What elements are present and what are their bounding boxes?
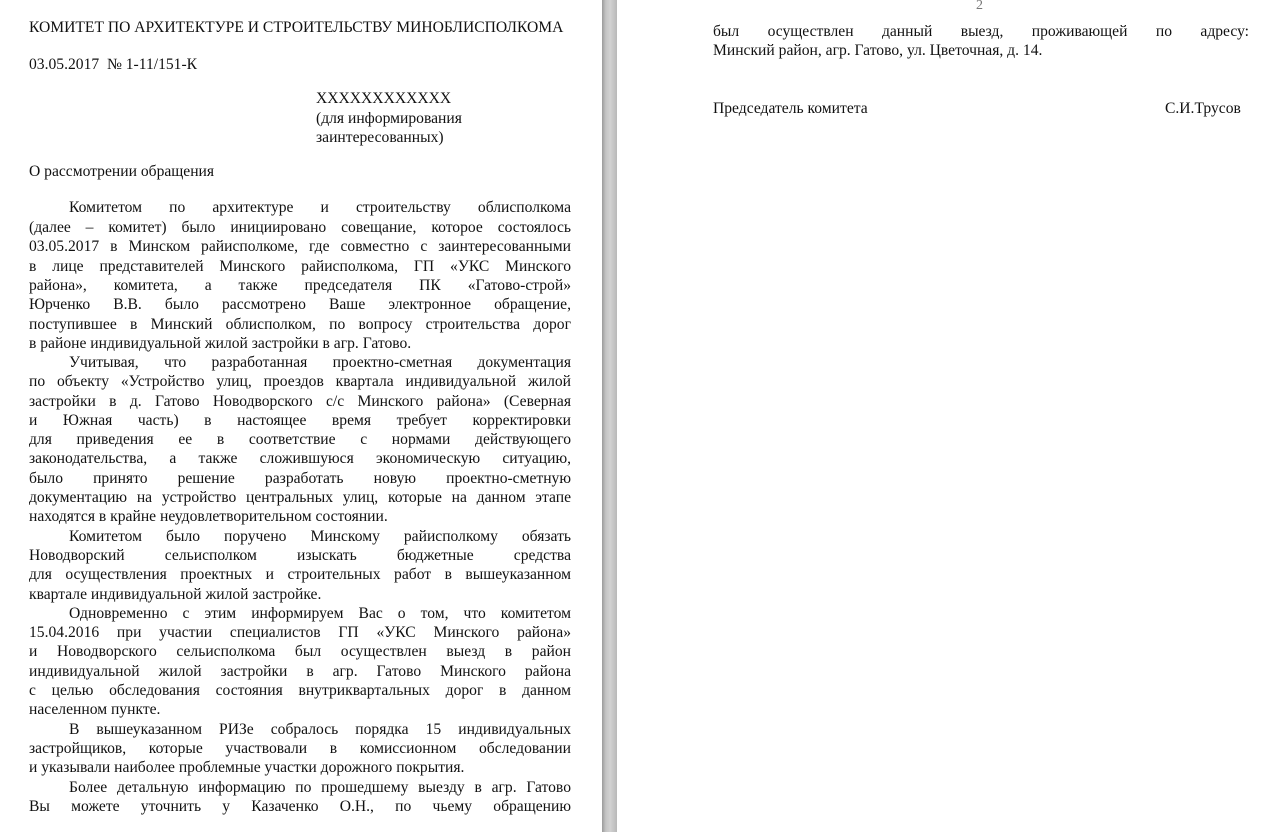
signature-title: Председатель комитета: [713, 100, 868, 117]
letter-line: Минский район, агр. Гатово, ул. Цветочная, д. 14.: [713, 42, 1043, 59]
subject-line: О рассмотрении обращения: [29, 163, 215, 180]
paragraph-first-line: В вышеуказанном РИЗе собралось порядка 15 индивидуальных: [69, 721, 571, 738]
letter-line: индивидуальной жилой застройки в агр. Гатово Минского района: [29, 663, 571, 680]
letter-line: с целью обследования состояния внутриквартальных дорог в данном: [29, 682, 571, 699]
paragraph-first-line: Одновременно с этим информируем Вас о том, что комитетом: [69, 605, 571, 622]
document-page-2: [617, 0, 1280, 832]
addressee-note-line-1: (для информирования: [316, 110, 462, 127]
paragraph-first-line: Комитетом было поручено Минскому райисполкому обязать: [69, 528, 571, 545]
page-number: 2: [976, 0, 983, 13]
organization-header: КОМИТЕТ ПО АРХИТЕКТУРЕ И СТРОИТЕЛЬСТВУ МИНОБЛИСПОЛКОМА: [29, 19, 564, 36]
letter-line: в районе индивидуальной жилой застройки в агр. Гатово.: [29, 335, 412, 352]
paragraph-first-line: Учитывая, что разработанная проектно-сметная документация: [69, 354, 571, 371]
letter-line: 03.05.2017 в Минском райисполкоме, где совместно с заинтересованными: [29, 238, 571, 255]
letter-line: Юрченко В.В. было рассмотрено Ваше электронное обращение,: [29, 296, 571, 313]
letter-line: в лице представителей Минского райисполкома, ГП «УКС Минского: [29, 258, 571, 275]
letter-line: для осуществления проектных и строительных работ в вышеуказанном: [29, 566, 571, 583]
paragraph-first-line: Комитетом по архитектуре и строительству облисполкома: [69, 199, 571, 216]
date-and-number: 03.05.2017 № 1-11/151-К: [29, 56, 198, 73]
letter-line: Новодворский сельисполком изыскать бюджетные средства: [29, 547, 571, 564]
letter-line: был осуществлен данный выезд, проживающей по адресу:: [713, 23, 1249, 40]
letter-line: населенном пункте.: [29, 701, 161, 718]
addressee-name: XXXXXXXXXXXX: [316, 90, 452, 107]
letter-line: застройщиков, которые участвовали в комиссионном обследовании: [29, 740, 571, 757]
letter-line: для приведения ее в соответствие с нормами действующего: [29, 431, 571, 448]
letter-line: застройки в д. Гатово Новодворского с/с Минского района» (Северная: [29, 393, 571, 410]
page-separator: [602, 0, 617, 832]
letter-line: квартале индивидуальной жилой застройке.: [29, 586, 322, 603]
document-page-1: [0, 0, 602, 832]
letter-line: района», комитета, а также председателя ПК «Гатово-строй»: [29, 277, 571, 294]
letter-line: находятся в крайне неудовлетворительном состоянии.: [29, 508, 388, 525]
letter-line: документацию на устройство центральных улиц, которые на данном этапе: [29, 489, 571, 506]
signature-name: С.И.Трусов: [1165, 100, 1241, 117]
letter-line: поступившее в Минский облисполком, по вопросу строительства дорог: [29, 316, 571, 333]
letter-line: законодательства, а также сложившуюся экономическую ситуацию,: [29, 450, 571, 467]
letter-line: и Южная часть) в настоящее время требует корректировки: [29, 412, 571, 429]
letter-line: и указывали наиболее проблемные участки дорожного покрытия.: [29, 759, 465, 776]
letter-line: было принято решение разработать новую проектно-сметную: [29, 470, 571, 487]
letter-line: и Новодворского сельисполкома был осуществлен выезд в район: [29, 643, 571, 660]
letter-line: по объекту «Устройство улиц, проездов квартала индивидуальной жилой: [29, 373, 571, 390]
letter-line: Вы можете уточнить у Казаченко О.Н., по чьему обращению: [29, 798, 571, 815]
paragraph-first-line: Более детальную информацию по прошедшему выезду в агр. Гатово: [69, 779, 571, 796]
letter-line: 15.04.2016 при участии специалистов ГП «УКС Минского района»: [29, 624, 571, 641]
addressee-note-line-2: заинтересованных): [316, 129, 444, 146]
letter-line: (далее – комитет) было инициировано совещание, которое состоялось: [29, 219, 571, 236]
